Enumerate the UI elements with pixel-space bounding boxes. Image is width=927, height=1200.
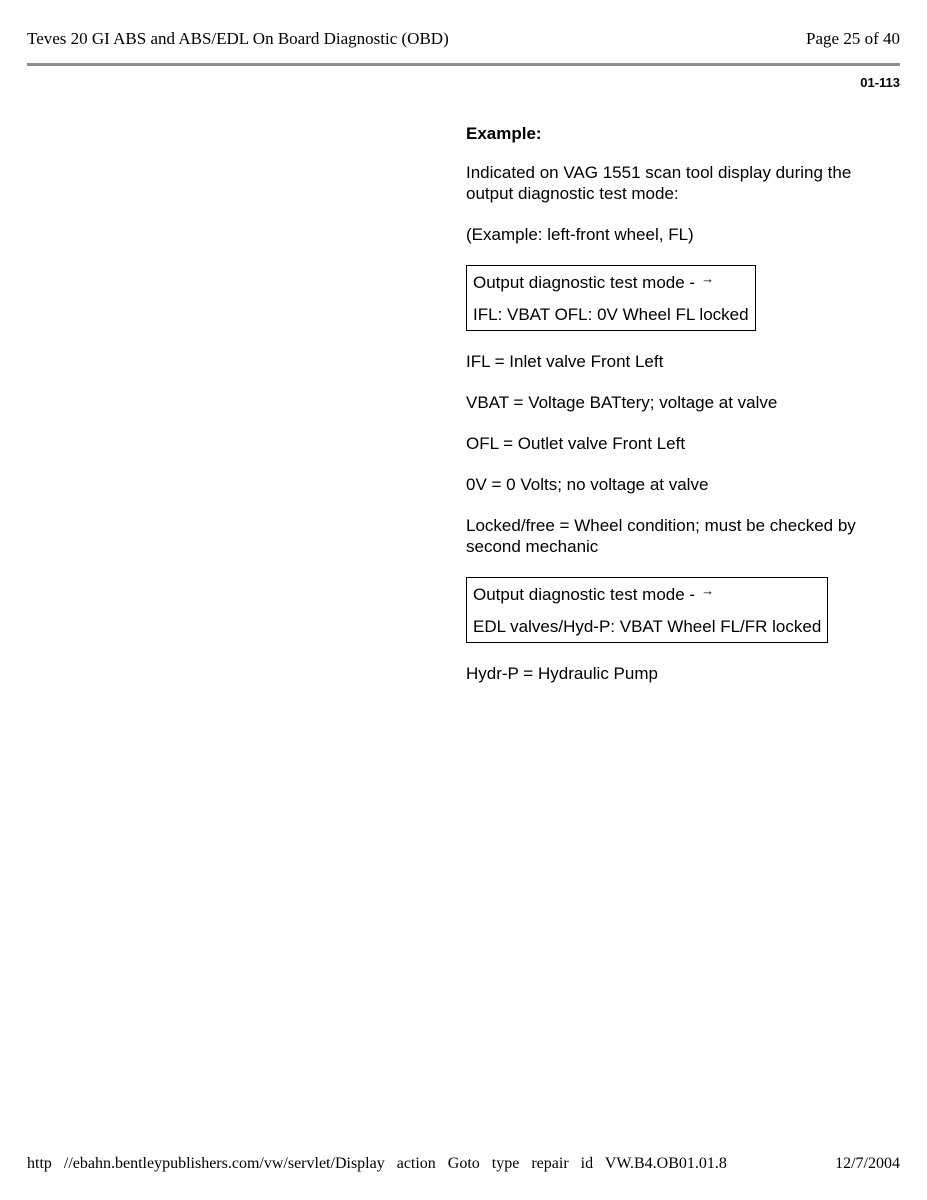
display-1-line-2: IFL: VBAT OFL: 0V Wheel FL locked <box>473 305 749 324</box>
print-date: 12/7/2004 <box>835 1155 900 1172</box>
display-1-line-1: Output diagnostic test mode - <box>473 273 696 292</box>
display-2-line-2: EDL valves/Hyd-P: VBAT Wheel FL/FR locked <box>473 617 822 636</box>
example-heading: Example: <box>466 124 542 143</box>
arrow-right-icon: → <box>701 271 715 286</box>
display-2-line-1: Output diagnostic test mode - <box>473 585 696 604</box>
page-number: Page 25 of 40 <box>806 29 900 48</box>
document-title: Teves 20 GI ABS and ABS/EDL On Board Diagnostic (OBD) <box>27 29 449 48</box>
definition-ifl: IFL = Inlet valve Front Left <box>466 352 664 371</box>
display-box-1-wrapper <box>466 265 876 331</box>
definition-locked-free: Locked/free = Wheel condition; must be checked by second mechanic <box>466 516 856 556</box>
section-number: 01-113 <box>860 75 900 90</box>
arrow-right-icon: → <box>701 583 715 598</box>
definition-ofl: OFL = Outlet valve Front Left <box>466 434 686 453</box>
intro-text: Indicated on VAG 1551 scan tool display during the output diagnostic test mode: <box>466 163 852 203</box>
example-note: (Example: left-front wheel, FL) <box>466 225 694 244</box>
page-header <box>27 28 900 52</box>
definition-vbat: VBAT = Voltage BATtery; voltage at valve <box>466 393 778 412</box>
source-url: http //ebahn.bentleypublishers.com/vw/servlet/Display action Goto type repair id VW.B4.OB01.01.8 <box>27 1155 727 1172</box>
definition-hydr-p: Hydr-P = Hydraulic Pump <box>466 664 658 683</box>
definition-0v: 0V = 0 Volts; no voltage at valve <box>466 475 709 494</box>
scan-tool-display-2 <box>466 577 828 643</box>
scan-tool-display-1 <box>466 265 756 331</box>
display-box-2-wrapper <box>466 577 876 643</box>
header-divider <box>27 63 900 66</box>
main-content <box>466 123 876 684</box>
